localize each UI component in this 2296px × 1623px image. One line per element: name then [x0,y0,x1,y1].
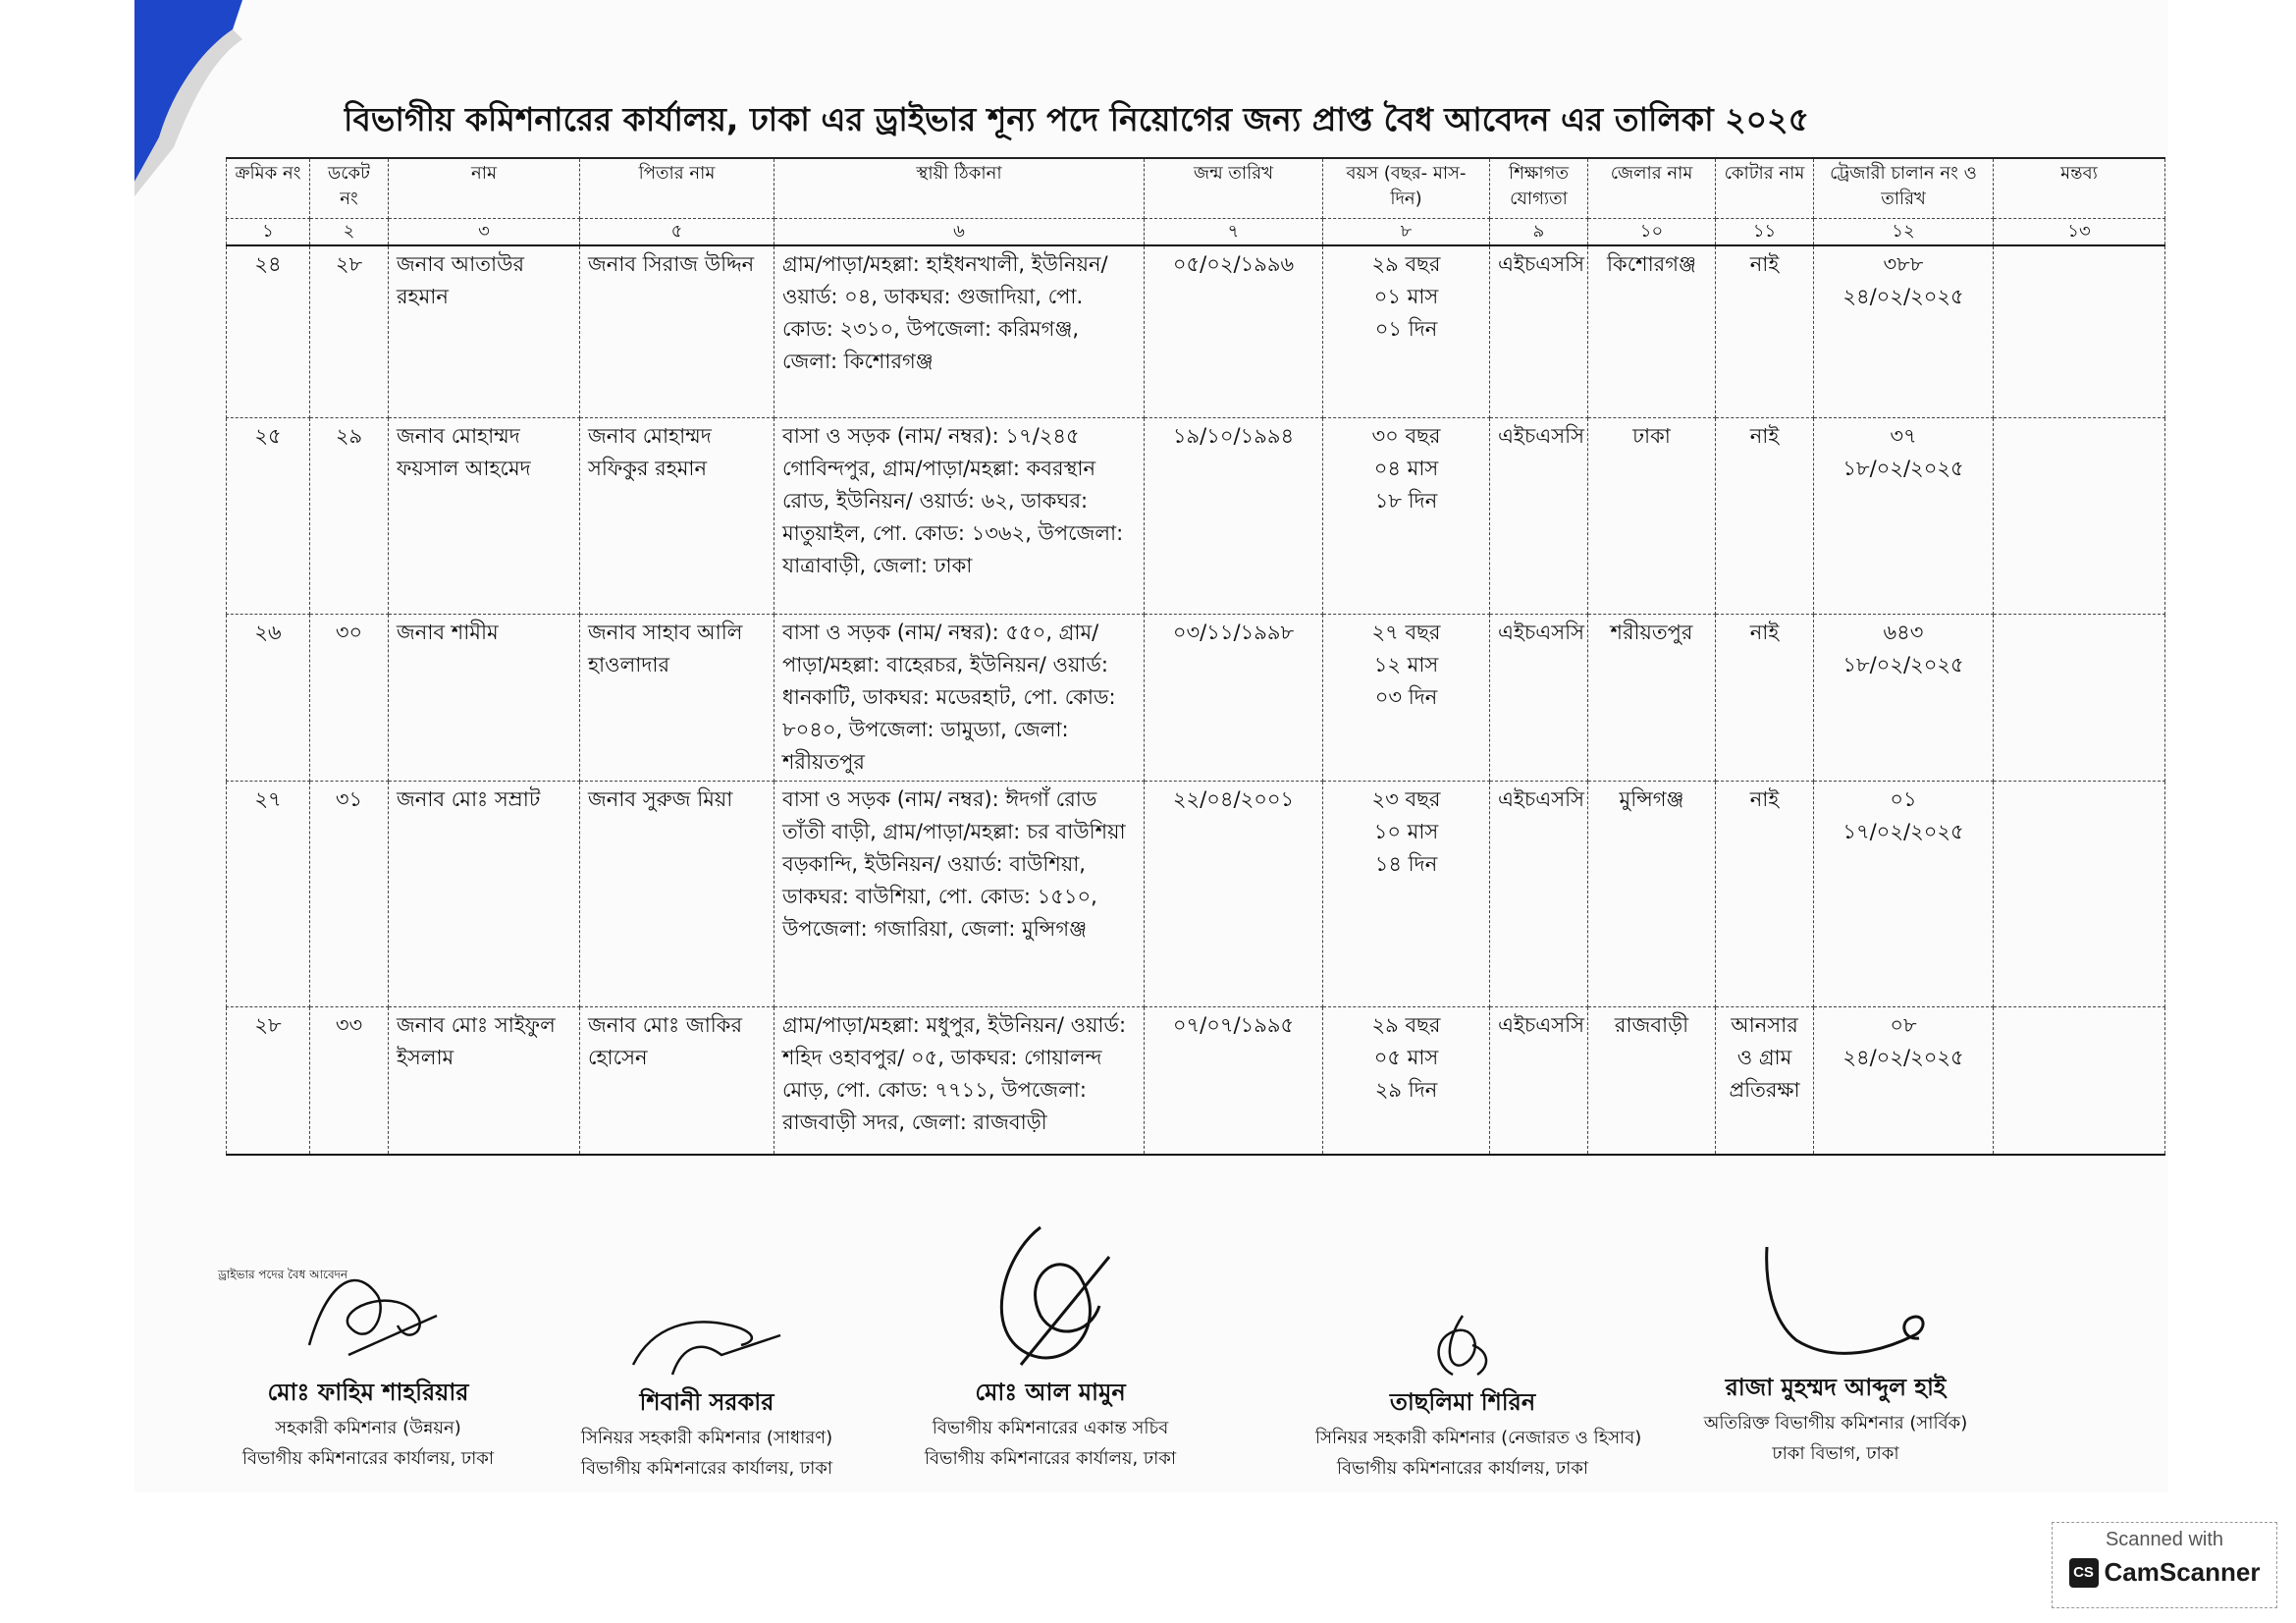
column-number-row [227,219,2165,246]
signatory-block-4 [1315,1306,1642,1485]
column-number: ৫ [580,219,774,246]
father-cell: জনাব সিরাজ উদ্দিন [580,245,774,418]
remarks-cell [1994,418,2165,615]
signatory-block-2 [564,1306,849,1485]
age-months: ০৪ মাস [1373,457,1439,480]
name-cell: জনাব মোঃ সম্রাট [389,782,580,1007]
challan-cell [1814,1007,1994,1156]
signatory-name: শিবানী সরকার [639,1388,774,1416]
signatory-office: বিভাগীয় কমিশনারের কার্যালয়, ঢাকা [924,1448,1177,1469]
challan-date: ১৮/০২/২০২৫ [1842,653,1964,676]
father-cell: জনাব সাহাব আলি হাওলাদার [580,615,774,782]
address-cell: বাসা ও সড়ক (নাম/ নম্বর): ৫৫০, গ্রাম/ পাড়া/মহল্লা: বাহেরচর, ইউনিয়ন/ ওয়ার্ড: ধানকাটি, ডাকঘর: মডেরহাট, পো. কোড: ৮০৪০, উপজেলা: ডামুড্যা, জেলা: শরীয়তপুর [774,615,1145,782]
age-months: ১২ মাস [1373,653,1439,676]
challan-number: ৩৮৮ [1883,252,1924,276]
docket-cell: ৩১ [310,782,389,1007]
district-cell: শরীয়তপুর [1588,615,1716,782]
column-number: ৬ [774,219,1145,246]
table-row [227,1007,2165,1156]
signatory-designation: সিনিয়র সহকারী কমিশনার (নেজারত ও হিসাব) [1315,1428,1642,1448]
docket-cell: ৩০ [310,615,389,782]
district-cell: কিশোরগঞ্জ [1588,245,1716,418]
signatory-block-3 [903,1217,1198,1475]
age-cell [1323,1007,1490,1156]
signatory-office: বিভাগীয় কমিশনারের কার্যালয়, ঢাকা [241,1448,495,1469]
docket-cell: ২৯ [310,418,389,615]
quota-cell: নাই [1716,615,1814,782]
age-months: ১০ মাস [1373,820,1439,843]
age-years: ২৯ বছর [1371,252,1441,276]
age-days: ১৮ দিন [1374,489,1438,513]
column-number: ১ [227,219,310,246]
education-cell: এইচএসসি [1490,615,1588,782]
handwritten-signature-5 [1728,1242,1944,1370]
challan-cell [1814,782,1994,1007]
signatory-designation: অতিরিক্ত বিভাগীয় কমিশনার (সার্বিক) [1703,1413,1968,1434]
scanned-with-text: Scanned with [2105,1529,2224,1550]
signatory-block-1 [221,1257,515,1475]
age-cell [1323,615,1490,782]
challan-number: ০১ [1890,787,1917,811]
quota-cell: নাই [1716,418,1814,615]
district-cell: ঢাকা [1588,418,1716,615]
column-number: ১০ [1588,219,1716,246]
serial-cell: ২৭ [227,782,310,1007]
challan-cell [1814,418,1994,615]
dob-cell: ০৫/০২/১৯৯৬ [1145,245,1323,418]
age-days: ০৩ দিন [1374,685,1438,709]
challan-cell [1814,245,1994,418]
age-cell [1323,418,1490,615]
serial-cell: ২৫ [227,418,310,615]
challan-number: ০৮ [1890,1013,1917,1037]
signatory-name: মোঃ আল মামুন [975,1379,1126,1406]
address-cell: বাসা ও সড়ক (নাম/ নম্বর): ঈদগাঁ রোড তাঁতী বাড়ী, গ্রাম/পাড়া/মহল্লা: চর বাউশিয়া বড়কান্দি, ইউনিয়ন/ ওয়ার্ড: বাউশিয়া, ডাকঘর: বাউশিয়া, পো. কোড: ১৫১০, উপজেলা: গজারিয়া, জেলা: মুন্সিগঞ্জ [774,782,1145,1007]
name-cell: জনাব মোহাম্মদ ফয়সাল আহমেদ [389,418,580,615]
age-cell [1323,245,1490,418]
challan-date: ২৪/০২/২০২৫ [1842,285,1964,308]
name-cell: জনাব শামীম [389,615,580,782]
signatory-office: ঢাকা বিভাগ, ঢাকা [1772,1443,1899,1464]
dob-cell: ০৩/১১/১৯৯৮ [1145,615,1323,782]
column-number: ২ [310,219,389,246]
age-months: ০১ মাস [1373,285,1439,308]
table-header-row [227,158,2165,219]
signatory-designation: বিভাগীয় কমিশনারের একান্ত সচিব [932,1418,1169,1438]
signature-note: ড্রাইভার পদের বৈধ আবেদন [218,1268,348,1281]
header-challan: ট্রেজারী চালান নং ও তারিখ [1814,158,1994,219]
header-name: নাম [389,158,580,219]
column-number: ৩ [389,219,580,246]
quota-cell: নাই [1716,245,1814,418]
column-number: ৮ [1323,219,1490,246]
signatory-office: বিভাগীয় কমিশনারের কার্যালয়, ঢাকা [1336,1458,1589,1479]
remarks-cell [1994,245,2165,418]
table-row [227,615,2165,782]
header-district: জেলার নাম [1588,158,1716,219]
age-years: ২৩ বছর [1371,787,1441,811]
father-cell: জনাব মোহাম্মদ সফিকুর রহমান [580,418,774,615]
quota-cell: নাই [1716,782,1814,1007]
challan-number: ৩৭ [1890,424,1917,448]
signatory-designation: সহকারী কমিশনার (উন্নয়ন) [275,1418,461,1438]
table-row [227,245,2165,418]
address-cell: গ্রাম/পাড়া/মহল্লা: হাইধনখালী, ইউনিয়ন/ ওয়ার্ড: ০৪, ডাকঘর: গুজাদিয়া, পো. কোড: ২৩১০, উপজেলা: করিমগঞ্জ, জেলা: কিশোরগঞ্জ [774,245,1145,418]
signatory-office: বিভাগীয় কমিশনারের কার্যালয়, ঢাকা [580,1458,833,1479]
father-cell: জনাব মোঃ জাকির হোসেন [580,1007,774,1156]
name-cell: জনাব মোঃ সাইফুল ইসলাম [389,1007,580,1156]
header-remarks: মন্তব্য [1994,158,2165,219]
signatory-block-5 [1688,1242,1983,1470]
dob-cell: ০৭/০৭/১৯৯৫ [1145,1007,1323,1156]
handwritten-signature-2 [614,1306,800,1384]
age-years: ২৭ বছর [1371,621,1441,644]
dob-cell: ২২/০৪/২০০১ [1145,782,1323,1007]
age-days: ০১ দিন [1374,317,1438,341]
remarks-cell [1994,1007,2165,1156]
header-father: পিতার নাম [580,158,774,219]
docket-cell: ২৮ [310,245,389,418]
education-cell: এইচএসসি [1490,1007,1588,1156]
age-years: ৩০ বছর [1371,424,1441,448]
remarks-cell [1994,615,2165,782]
header-dob: জন্ম তারিখ [1145,158,1323,219]
header-education: শিক্ষাগত যোগ্যতা [1490,158,1588,219]
column-number: ১২ [1814,219,1994,246]
serial-cell: ২৪ [227,245,310,418]
challan-date: ১৭/০২/২০২৫ [1842,820,1964,843]
handwritten-signature-4 [1404,1306,1522,1384]
challan-number: ৬৪৩ [1883,621,1924,644]
column-number: ১১ [1716,219,1814,246]
docket-cell: ৩৩ [310,1007,389,1156]
column-number: ৭ [1145,219,1323,246]
camscanner-logo-icon: CS [2069,1558,2099,1588]
handwritten-signature-1 [270,1257,466,1375]
handwritten-signature-3 [962,1217,1139,1375]
document-title: বিভাগীয় কমিশনারের কার্যালয়, ঢাকা এর ড্রাইভার শূন্য পদে নিয়োগের জন্য প্রাপ্ত বৈধ আবেদন এর তালিকা ২০২৫ [344,100,1809,138]
header-docket: ডকেট নং [310,158,389,219]
serial-cell: ২৮ [227,1007,310,1156]
table-row [227,782,2165,1007]
signatory-name: তাছলিমা শিরিন [1389,1388,1536,1416]
header-quota: কোটার নাম [1716,158,1814,219]
signatory-name: রাজা মুহম্মদ আব্দুল হাই [1725,1374,1947,1401]
serial-cell: ২৬ [227,615,310,782]
age-days: ১৪ দিন [1374,852,1438,876]
quota-cell: আনসার ও গ্রাম প্রতিরক্ষা [1716,1007,1814,1156]
name-cell: জনাব আতাউর রহমান [389,245,580,418]
age-days: ২৯ দিন [1374,1078,1438,1102]
challan-date: ১৮/০২/২০২৫ [1842,457,1964,480]
dob-cell: ১৯/১০/১৯৯৪ [1145,418,1323,615]
father-cell: জনাব সুরুজ মিয়া [580,782,774,1007]
age-months: ০৫ মাস [1373,1046,1439,1069]
age-cell [1323,782,1490,1007]
signatory-name: মোঃ ফাহিম শাহরিয়ার [267,1379,469,1406]
challan-date: ২৪/০২/২০২৫ [1842,1046,1964,1069]
education-cell: এইচএসসি [1490,418,1588,615]
education-cell: এইচএসসি [1490,245,1588,418]
address-cell: গ্রাম/পাড়া/মহল্লা: মধুপুর, ইউনিয়ন/ ওয়ার্ড: শহিদ ওহাবপুর/ ০৫, ডাকঘর: গোয়ালন্দ মোড়, পো. কোড: ৭৭১১, উপজেলা: রাজবাড়ী সদর, জেলা: রাজবাড়ী [774,1007,1145,1156]
remarks-cell [1994,782,2165,1007]
header-address: স্থায়ী ঠিকানা [774,158,1145,219]
district-cell: মুন্সিগঞ্জ [1588,782,1716,1007]
camscanner-brand-name: CamScanner [2104,1557,2261,1587]
header-serial: ক্রমিক নং [227,158,310,219]
camscanner-watermark [2052,1522,2277,1608]
education-cell: এইচএসসি [1490,782,1588,1007]
column-number: ১৩ [1994,219,2165,246]
signatory-designation: সিনিয়র সহকারী কমিশনার (সাধারণ) [580,1428,833,1448]
column-number: ৯ [1490,219,1588,246]
applicants-table [226,157,2165,1156]
district-cell: রাজবাড়ী [1588,1007,1716,1156]
camscanner-brand [2053,1557,2276,1588]
address-cell: বাসা ও সড়ক (নাম/ নম্বর): ১৭/২৪৫ গোবিন্দপুর, গ্রাম/পাড়া/মহল্লা: কবরস্থান রোড, ইউনিয়ন/ ওয়ার্ড: ৬২, ডাকঘর: মাতুয়াইল, পো. কোড: ১৩৬২, উপজেলা: যাত্রাবাড়ী, জেলা: ঢাকা [774,418,1145,615]
challan-cell [1814,615,1994,782]
age-years: ২৯ বছর [1371,1013,1441,1037]
table-row [227,418,2165,615]
header-age: বয়স (বছর- মাস- দিন) [1323,158,1490,219]
